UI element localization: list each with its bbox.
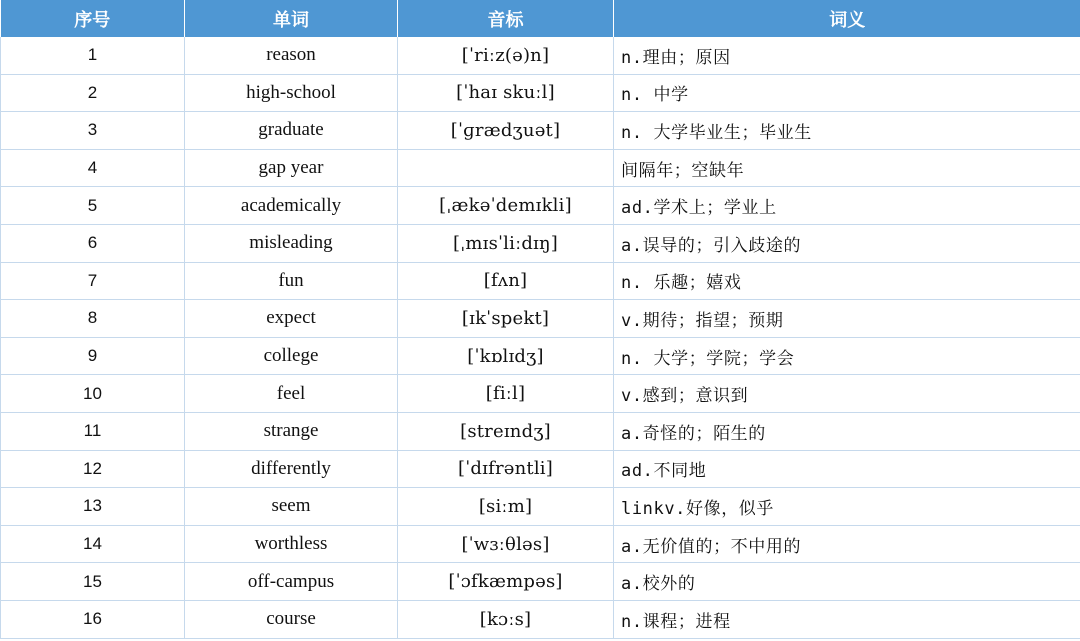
word-cell: expect [185, 300, 398, 338]
table-row [1, 375, 1080, 413]
row-index-cell: 4 [1, 149, 185, 187]
word-cell: course [185, 600, 398, 638]
row-index-cell: 5 [1, 187, 185, 225]
table-row [1, 37, 1080, 74]
row-index-cell: 1 [1, 37, 185, 74]
index-column-header: 序号 [1, 0, 185, 37]
row-index-cell: 8 [1, 300, 185, 338]
phonetic-cell: [ˈwɜːθləs] [398, 525, 614, 563]
word-cell: feel [185, 375, 398, 413]
word-cell: high-school [185, 74, 398, 112]
phonetic-cell: [ˌækəˈdemɪkli] [398, 187, 614, 225]
word-cell: reason [185, 37, 398, 74]
word-cell: gap year [185, 149, 398, 187]
meaning-column-header: 词义 [614, 0, 1080, 37]
phonetic-cell: [fiːl] [398, 375, 614, 413]
table-row [1, 563, 1080, 601]
table-row [1, 187, 1080, 225]
table-row [1, 600, 1080, 638]
phonetic-cell: [siːm] [398, 488, 614, 526]
meaning-cell: 间隔年；空缺年 [614, 149, 1080, 187]
row-index-cell: 16 [1, 600, 185, 638]
row-index-cell: 12 [1, 450, 185, 488]
meaning-cell: a.无价值的；不中用的 [614, 525, 1080, 563]
meaning-cell: n. 中学 [614, 74, 1080, 112]
phonetic-cell: [ˈdɪfrəntli] [398, 450, 614, 488]
row-index-cell: 2 [1, 74, 185, 112]
phonetic-cell: [ˈkɒlɪdʒ] [398, 337, 614, 375]
phonetic-cell: [streɪndʒ] [398, 412, 614, 450]
row-index-cell: 15 [1, 563, 185, 601]
word-cell: college [185, 337, 398, 375]
table-row [1, 149, 1080, 187]
table-row [1, 74, 1080, 112]
table-row [1, 412, 1080, 450]
word-cell: worthless [185, 525, 398, 563]
row-index-cell: 10 [1, 375, 185, 413]
row-index-cell: 14 [1, 525, 185, 563]
meaning-cell: n. 大学；学院；学会 [614, 337, 1080, 375]
row-index-cell: 11 [1, 412, 185, 450]
meaning-cell: ad.不同地 [614, 450, 1080, 488]
word-cell: academically [185, 187, 398, 225]
word-cell: off-campus [185, 563, 398, 601]
word-cell: strange [185, 412, 398, 450]
table-row [1, 112, 1080, 150]
meaning-cell: linkv.好像，似乎 [614, 488, 1080, 526]
phonetic-cell: [ˈriːz(ə)n] [398, 37, 614, 74]
table-row [1, 300, 1080, 338]
meaning-cell: ad.学术上；学业上 [614, 187, 1080, 225]
meaning-cell: n.理由；原因 [614, 37, 1080, 74]
word-cell: misleading [185, 224, 398, 262]
meaning-cell: a.误导的；引入歧途的 [614, 224, 1080, 262]
table-row [1, 224, 1080, 262]
word-column-header: 单词 [185, 0, 398, 37]
phonetic-cell: [ɪkˈspekt] [398, 300, 614, 338]
phonetic-cell: [ˌmɪsˈliːdɪŋ] [398, 224, 614, 262]
phonetic-cell: [kɔːs] [398, 600, 614, 638]
table-row [1, 450, 1080, 488]
meaning-cell: v.感到；意识到 [614, 375, 1080, 413]
table-row [1, 488, 1080, 526]
phonetic-cell: [ˈɡrædʒuət] [398, 112, 614, 150]
meaning-cell: a.校外的 [614, 563, 1080, 601]
word-cell: fun [185, 262, 398, 300]
word-cell: graduate [185, 112, 398, 150]
row-index-cell: 7 [1, 262, 185, 300]
row-index-cell: 3 [1, 112, 185, 150]
phonetic-cell: [ˈɔfkæmpəs] [398, 563, 614, 601]
header-row [1, 0, 1080, 37]
word-cell: differently [185, 450, 398, 488]
meaning-cell: n. 乐趣；嬉戏 [614, 262, 1080, 300]
phonetic-column-header: 音标 [398, 0, 614, 37]
meaning-cell: n.课程；进程 [614, 600, 1080, 638]
phonetic-cell: [ˈhaɪ skuːl] [398, 74, 614, 112]
table-row [1, 525, 1080, 563]
meaning-cell: v.期待；指望；预期 [614, 300, 1080, 338]
table-body [1, 37, 1080, 638]
row-index-cell: 9 [1, 337, 185, 375]
meaning-cell: n. 大学毕业生；毕业生 [614, 112, 1080, 150]
table-row [1, 262, 1080, 300]
word-cell: seem [185, 488, 398, 526]
row-index-cell: 13 [1, 488, 185, 526]
phonetic-cell [398, 149, 614, 187]
table-row [1, 337, 1080, 375]
row-index-cell: 6 [1, 224, 185, 262]
meaning-cell: a.奇怪的；陌生的 [614, 412, 1080, 450]
phonetic-cell: [fʌn] [398, 262, 614, 300]
